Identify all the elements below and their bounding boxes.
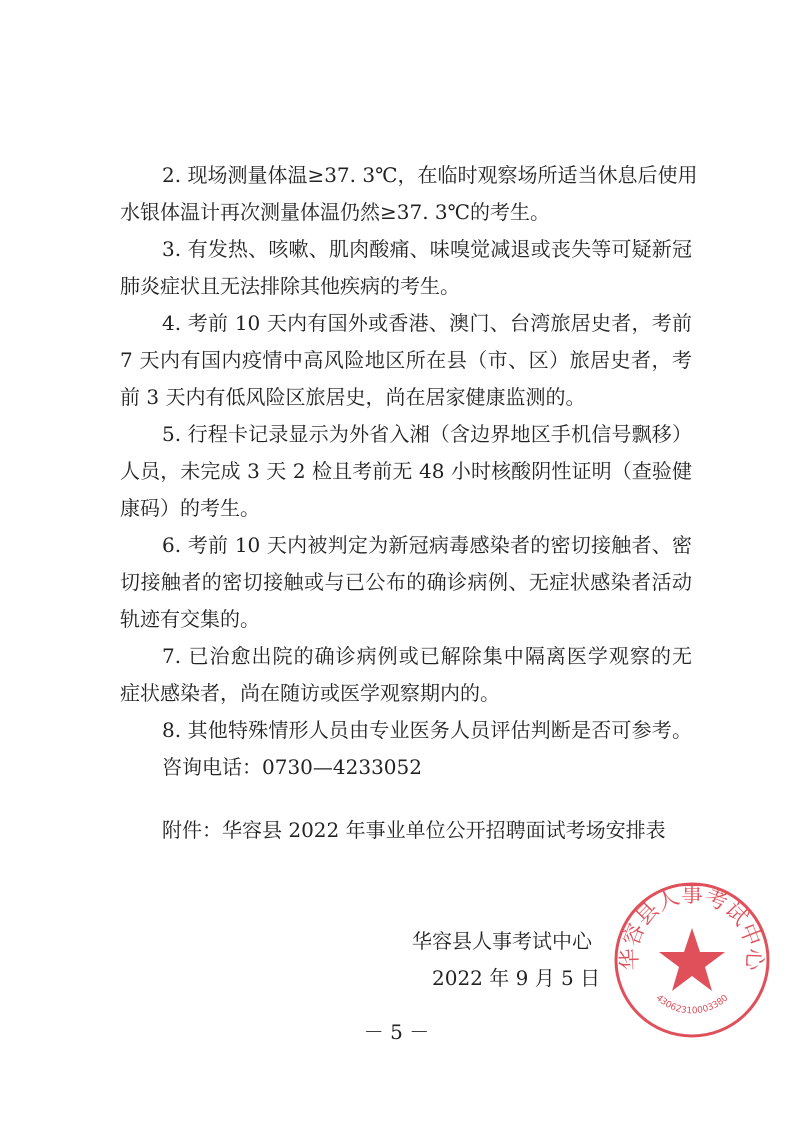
text-line: 肺炎症状且无法排除其他疾病的考生。: [120, 274, 460, 298]
text-line: 5. 行程卡记录显示为外省入湘（含边界地区手机信号飘移）: [162, 422, 692, 446]
attachment-note: 附件：华容县 2022 年事业单位公开招聘面试考场安排表: [162, 818, 666, 842]
text-line: 6. 考前 10 天内被判定为新冠病毒感染者的密切接触者、密: [162, 533, 692, 557]
text-line: 症状感染者，尚在随访或医学观察期内的。: [120, 681, 500, 705]
text-line: 8. 其他特殊情形人员由专业医务人员评估判断是否可参考。: [162, 718, 692, 742]
star-icon: [659, 928, 725, 991]
text-line: 切接触者的密切接触或与已公布的确诊病例、无症状感染者活动: [120, 570, 692, 594]
text-line: 7. 已治愈出院的确诊病例或已解除集中隔离医学观察的无: [162, 644, 692, 668]
page-number: － 5 －: [363, 1020, 430, 1044]
text-line: 轨迹有交集的。: [120, 607, 260, 631]
contact-phone: 咨询电话：0730—4233052: [162, 755, 422, 779]
issue-date: 2022 年 9 月 5 日: [432, 966, 601, 990]
text-line: 康码）的考生。: [120, 496, 260, 520]
issuer-name: 华容县人事考试中心: [412, 929, 592, 953]
seal-text: 华容县人事考试中心: [617, 883, 767, 971]
svg-text:43062310003380: [654, 993, 731, 1016]
seal-number: 43062310003380: [653, 993, 731, 1017]
text-line: 水银体温计再次测量体温仍然≥37. 3℃的考生。: [120, 200, 551, 224]
text-line: 前 3 天内有低风险区旅居史，尚在居家健康监测的。: [120, 385, 586, 409]
text-line: 4. 考前 10 天内有国外或香港、澳门、台湾旅居史者，考前: [162, 311, 692, 335]
text-line: 7 天内有国内疫情中高风险地区所在县（市、区）旅居史者，考: [120, 348, 692, 372]
text-line: 2. 现场测量体温≥37. 3℃，在临时观察场所适当休息后使用: [162, 163, 698, 187]
text-line: 人员，未完成 3 天 2 检且考前无 48 小时核酸阴性证明（查验健: [120, 459, 692, 483]
text-line: 3. 有发热、咳嗽、肌肉酸痛、味嗅觉减退或丧失等可疑新冠: [162, 237, 692, 261]
